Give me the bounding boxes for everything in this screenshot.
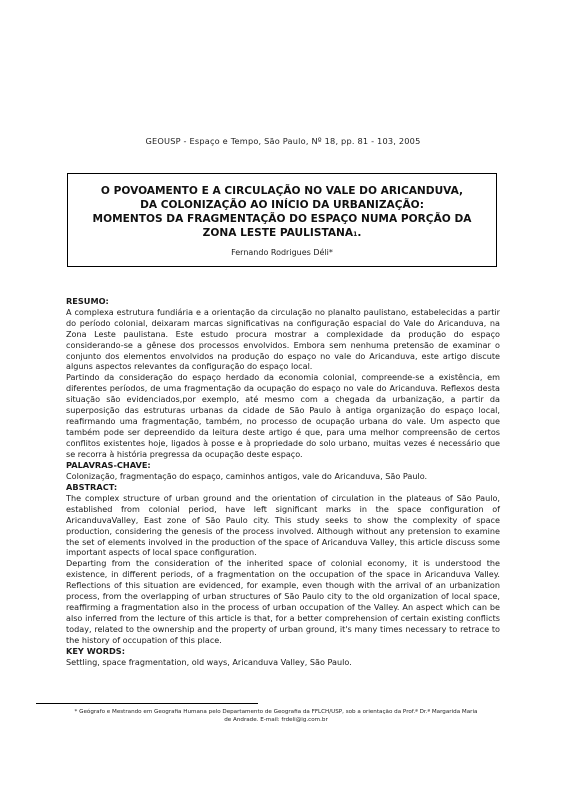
title-line-1: O POVOAMENTO E A CIRCULAÇÃO NO VALE DO ARICANDUVA,: [100, 185, 464, 197]
title-box: [67, 173, 497, 267]
key-words-heading: KEY WORDS:: [66, 645, 125, 656]
palavras-chave-text: Colonização, fragmentação do espaço, caminhos antigos, vale do Aricanduva, São Paulo.: [66, 470, 428, 481]
footnote-divider: [36, 703, 258, 704]
abstract-paragraph-1: The complex structure of urban ground and the orientation of circulation in the plateaus of São Paulo, established from colonial period, have left significant marks in the space configuration of AricanduvaValley, East zone of São Paulo city. This study seeks to show the complexity of space production, considering the genesis of the process involved. Although without any pretension to examine the set of elements involved in the production of the space of Aricanduva Valley, this article discuss some important aspects of local space configuration.: [66, 492, 500, 558]
title-line-4: [68, 226, 496, 242]
footnote-line-2: de Andrade. E-mail: frdeli@ig.com.br: [224, 716, 328, 723]
title-line-4-end: .: [357, 227, 362, 239]
resumo-paragraph-1: A complexa estrutura fundiária e a orientação da circulação no planalto paulistano, estabelecidas a partir do período colonial, deixaram marcas significativas na configuração espacial do Vale do Aricanduva, na Zona Leste paulistana. Este estudo procura mostrar a complexidade da produção do espaço considerando-se a gênese dos processos envolvidos. Embora sem nenhuma pretensão de examinar o conjunto dos elementos envolvidos na produção do espaço no vale do Aricanduva, este artigo discute alguns aspectos relevantes da configuração do espaço local.: [66, 306, 500, 372]
article-title: [68, 184, 496, 242]
resumo-heading: RESUMO:: [66, 296, 109, 306]
palavras-chave-heading: PALAVRAS-CHAVE:: [66, 459, 151, 470]
resumo-section: [66, 296, 500, 481]
title-line-2: DA COLONIZAÇÃO AO INÍCIO DA URBANIZAÇÃO:: [140, 199, 424, 211]
title-line-4-text: ZONA LESTE PAULISTANA: [202, 227, 354, 239]
author-footnote: [36, 709, 516, 724]
key-words-text: Settling, space fragmentation, old ways, Aricanduva Valley, São Paulo.: [66, 656, 352, 667]
journal-header: GEOUSP - Espaço e Tempo, São Paulo, Nº 18, pp. 81 - 103, 2005: [145, 136, 421, 146]
title-line-3: MOMENTOS DA FRAGMENTAÇÃO DO ESPAÇO NUMA PORÇÃO DA: [92, 213, 472, 225]
abstract-heading: ABSTRACT:: [66, 482, 118, 492]
abstract-section: [66, 482, 500, 667]
abstract-paragraph-2: Departing from the consideration of the inherited space of colonial economy, it is understood the existence, in different periods, of a fragmentation on the occupation of the space in Aricanduva Valley. Reflections of this situation are evidenced, for example, even though with the arrival of an urbanization process, from the overlapping of urban structures of São Paulo city to the old organization of local space, reaffirming a fragmentation also in the process of urban occupation of the Valley. An aspect which can be also inferred from the lecture of this article is that, for a better comprehension of certain existing conflicts today, related to the ownership and the property of urban ground, it's many times necessary to retrace to the history of occupation of this place.: [66, 558, 500, 645]
resumo-paragraph-2: Partindo da consideração do espaço herdado da economia colonial, compreende-se a existência, em diferentes períodos, de uma fragmentação da ocupação do espaço no vale do Aricanduva. Reflexos desta situação são evidenciados,por exemplo, até mesmo com a chegada da urbanização, a partir da superposição das estruturas urbanas da cidade de São Paulo à antiga organização do espaço local, reafirmando uma fragmentação, também, no processo de ocupação urbana do vale. Um aspecto que também pode ser depreendido da leitura deste artigo é que, para uma melhor compreensão de certos conflitos existentes hoje, ligados à posse e à propriedade do solo urbano, muitas vezes é necessário que se recorra à história pregressa da ocupação deste espaço.: [66, 372, 500, 459]
title-footnote-mark: 1: [353, 231, 358, 238]
author-name: Fernando Rodrigues Déli*: [231, 248, 333, 257]
footnote-line-1: * Geógrafo e Mestrando em Geografia Humana pelo Departamento de Geografia da FFLCH/USP, sob a orientação da Prof.ª Dr.ª Margarida Maria: [74, 709, 478, 715]
